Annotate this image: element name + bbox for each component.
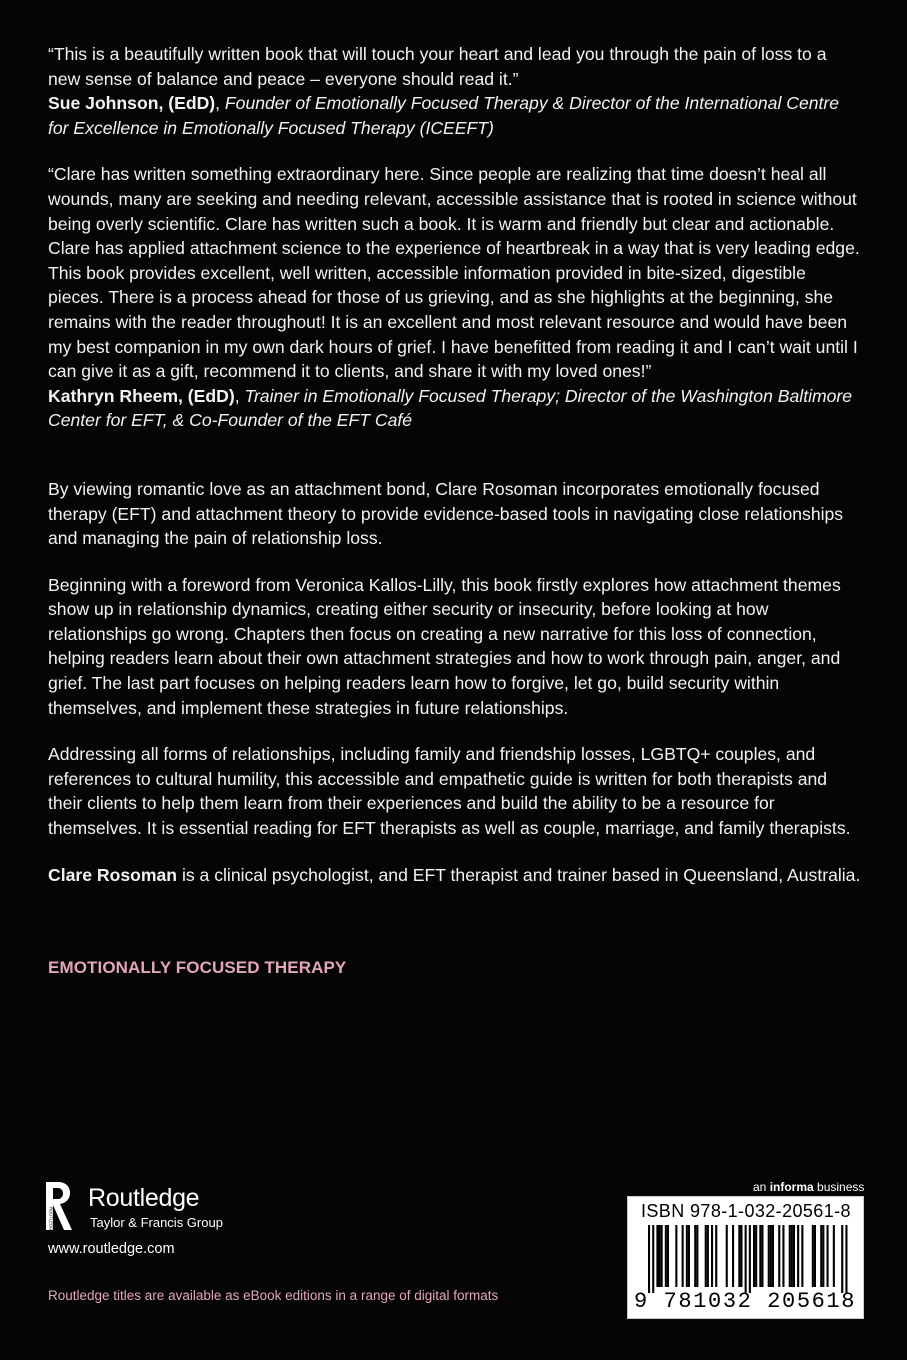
description-paragraph-1: By viewing romantic love as an attachment bond, Clare Rosoman incorporates emotionally focused therapy (EFT) and attachment theory to provide evidence-based tools in navigating close relationships and managing the pain of relationship loss.	[48, 478, 844, 549]
logo-vertical-text: ROUTLEDGE	[48, 1207, 54, 1234]
barcode-bar	[707, 1225, 709, 1287]
barcode-bar	[745, 1225, 747, 1293]
barcode-bar	[661, 1225, 663, 1287]
barcode-bar	[705, 1225, 707, 1287]
author-bio	[48, 863, 863, 888]
barcode-bar	[841, 1225, 843, 1293]
barcode-bar	[833, 1225, 835, 1287]
barcode-bar	[791, 1225, 793, 1287]
barcode-bar	[801, 1225, 803, 1287]
endorser-credentials-2: Trainer in Emotionally Focused Therapy; Director of the Washington Baltimore Center for EFT, & Co-Founder of the EFT Café	[48, 385, 853, 431]
barcode-bar	[753, 1225, 755, 1287]
barcode-bar	[768, 1225, 770, 1287]
barcode-bar	[789, 1225, 791, 1287]
barcode-bar	[797, 1225, 799, 1287]
barcode-bar	[696, 1225, 698, 1287]
publisher-website[interactable]: www.routledge.com	[48, 1241, 175, 1257]
description-paragraph-3: Addressing all forms of relationships, including family and friendship losses, LGBTQ+ couples, and references to cultural humility, this accessible and empathetic guide is written for both therapists and their clients to help them learn from their experiences and build the ability to be a resource for themselves. It is essential reading for EFT therapists as well as couple, marriage, and family therapists.	[48, 744, 851, 839]
isbn-barcode	[627, 1196, 864, 1319]
routledge-logo-icon	[44, 1180, 74, 1234]
barcode-bar	[793, 1225, 795, 1287]
barcode-bar	[845, 1225, 847, 1293]
endorser-name-1: Sue Johnson, (EdD)	[48, 93, 216, 114]
barcode-bar	[682, 1225, 684, 1287]
barcode-bar	[665, 1225, 667, 1287]
publisher-logo	[44, 1180, 244, 1240]
series-label: EMOTIONALLY FOCUSED THERAPY	[48, 958, 347, 977]
barcode-bar	[782, 1225, 784, 1287]
barcode-bar	[652, 1225, 654, 1293]
barcode-bar	[778, 1225, 780, 1287]
description-paragraph-2: Beginning with a foreword from Veronica Kallos-Lilly, this book firstly explores how attachment themes show up in relationship dynamics, creating either security or insecurity, before looking at how relationships go wrong. Chapters then focus on creating a new narrative for this loss of connection, helping readers learn about their own attachment strategies and how to work through pain, anger, and grief. The last part focuses on helping readers learn how to forgive, let go, build security within themselves, and implement these strategies in future relationships.	[48, 574, 841, 718]
barcode-bar	[675, 1225, 677, 1287]
barcode-bar	[732, 1225, 734, 1287]
barcode-bar	[740, 1225, 742, 1287]
barcode-digits: 9 781032 205618	[634, 1289, 857, 1314]
informa-business-label: an informa business	[753, 1180, 865, 1194]
barcode-bar	[688, 1225, 690, 1287]
barcode-bar	[656, 1225, 658, 1287]
barcode-bar	[759, 1225, 761, 1287]
barcode-bar	[711, 1225, 713, 1287]
barcode-bar	[812, 1225, 814, 1287]
barcode-bar	[772, 1225, 774, 1287]
barcode-bar	[755, 1225, 757, 1287]
isbn-label: ISBN 978-1-032-20561-8	[641, 1201, 851, 1221]
publisher-name: Routledge	[88, 1184, 200, 1212]
endorsement-quote-2: “Clare has written something extraordinary here. Since people are realizing that time doesn’t heal all wounds, many are seeking and needing relevant, accessible assistance that is rooted in science without being overly scientific. Clare has written such a book. It is warm and friendly but clear and actionable. Clare has applied attachment science to the experience of heartbreak in a way that is very leading edge. This book provides excellent, well written, accessible information provided in bite-sized, digestible pieces. There is a process ahead for those of us grieving, and as she highlights at the beginning, she remains with the reader throughout! It is an excellent and most relevant resource and would have been my best companion in my own dark hours of grief. I have benefitted from reading it and I can’t wait until I can give it as a gift, recommend it to clients, and share it with my loved ones!”	[48, 164, 860, 382]
barcode-bars	[628, 1225, 863, 1295]
barcode-bar	[827, 1225, 829, 1287]
barcode-bar	[814, 1225, 816, 1287]
endorser-credentials-1: Founder of Emotionally Focused Therapy & Director of the International Centre for Excellence in Emotionally Focused Therapy (ICEEFT)	[48, 93, 840, 138]
barcode-bar	[749, 1225, 751, 1293]
barcode-bar	[761, 1225, 763, 1287]
barcode-bar	[659, 1225, 661, 1287]
publisher-group: Taylor & Francis Group	[90, 1215, 223, 1230]
barcode-bar	[694, 1225, 696, 1287]
barcode-bar	[770, 1225, 772, 1287]
barcode-bar	[726, 1225, 728, 1287]
endorsement-attribution-1: Sue Johnson, (EdD), Founder of Emotionally Focused Therapy & Director of the International Centre for Excellence in Emotionally Focused Therapy (ICEEFT)	[48, 93, 840, 138]
barcode-bar	[738, 1225, 740, 1287]
barcode-bar	[822, 1225, 824, 1287]
barcode-bar	[715, 1225, 717, 1287]
barcode-bar	[820, 1225, 822, 1287]
endorsement-attribution-2: Kathryn Rheem, (EdD), Trainer in Emotionally Focused Therapy; Director of the Washington Baltimore Center for EFT, & Co-Founder of the EFT Café	[48, 385, 853, 431]
author-name: Clare Rosoman	[48, 864, 178, 885]
author-bio-text: is a clinical psychologist, and EFT therapist and trainer based in Queensland, Australia.	[177, 864, 861, 885]
barcode-bar	[648, 1225, 650, 1293]
ebook-availability-note: Routledge titles are available as eBook editions in a range of digital formats	[48, 1288, 499, 1303]
endorsement-quote-1: “This is a beautifully written book that will touch your heart and lead you through the pain of loss to a new sense of balance and peace – everyone should read it.”	[48, 44, 827, 89]
barcode-bar	[686, 1225, 688, 1287]
endorser-name-2: Kathryn Rheem, (EdD)	[48, 385, 235, 406]
back-cover-text	[48, 42, 863, 887]
barcode-bar	[667, 1225, 669, 1287]
